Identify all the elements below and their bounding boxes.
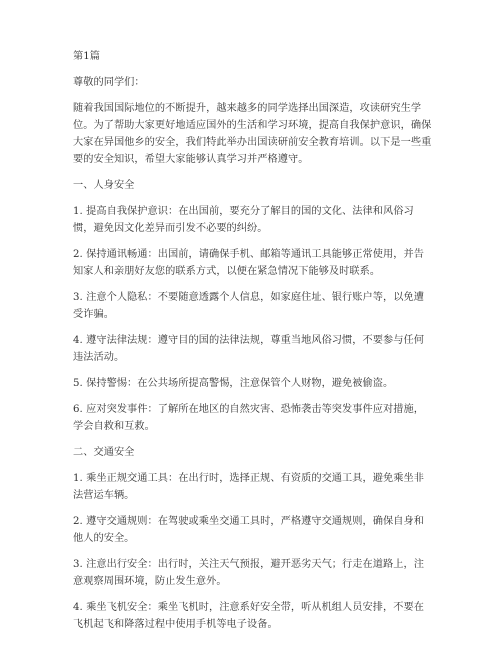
list-item: 2. 保持通讯畅通：出国前，请确保手机、邮箱等通讯工具能够正常使用，并告知家人和亲朋好友您的联系方式，以便在紧急情况下能够及时联系。 (73, 249, 424, 277)
list-item: 6. 应对突发事件：了解所在地区的自然灾害、恐怖袭击等突发事件应对措施，学会自救和互救。 (73, 404, 424, 432)
section-heading-personal-safety: 一、人身安全 (73, 180, 135, 191)
list-item: 3. 注意个人隐私：不要随意透露个人信息，如家庭住址、银行账户等，以免遭受诈骗。 (73, 292, 424, 320)
document-body (73, 48, 433, 633)
list-item: 3. 注意出行安全：出行时，关注天气预报，避开恶劣天气；行走在道路上，注意观察周围环境，防止发生意外。 (73, 559, 424, 587)
list-item: 4. 遵守法律法规：遵守目的国的法律法规，尊重当地风俗习惯，不要参与任何违法活动。 (73, 335, 424, 363)
intro-paragraph: 随着我国国际地位的不断提升，越来越多的同学选择出国深造，攻读研究生学位。为了帮助大家更好地适应国外的生活和学习环境，提高自我保护意识，确保大家在异国他乡的安全，我们特此举办出国读研前安全教育培训。以下是一些重要的安全知识，希望大家能够认真学习并严格遵守。 (73, 103, 432, 165)
list-item: 1. 乘坐正规交通工具：在出行时，选择正规、有资质的交通工具，避免乘坐非法营运车辆。 (73, 473, 424, 501)
section-heading-traffic-safety: 二、交通安全 (73, 447, 135, 458)
chapter-title: 第1篇 (73, 51, 101, 62)
list-item: 1. 提高自我保护意识：在出国前，要充分了解目的国的文化、法律和风俗习惯，避免因文化差异而引发不必要的纠纷。 (73, 206, 414, 234)
list-item: 5. 保持警惕：在公共场所提高警惕，注意保管个人财物，避免被偷盗。 (73, 378, 394, 389)
greeting: 尊敬的同学们： (73, 77, 145, 88)
list-item: 2. 遵守交通规则：在驾驶或乘坐交通工具时，严格遵守交通规则，确保自身和他人的安全。 (73, 516, 424, 544)
list-item: 4. 乘坐飞机安全：乘坐飞机时，注意系好安全带，听从机组人员安排，不要在飞机起飞和降落过程中使用手机等电子设备。 (73, 602, 424, 630)
